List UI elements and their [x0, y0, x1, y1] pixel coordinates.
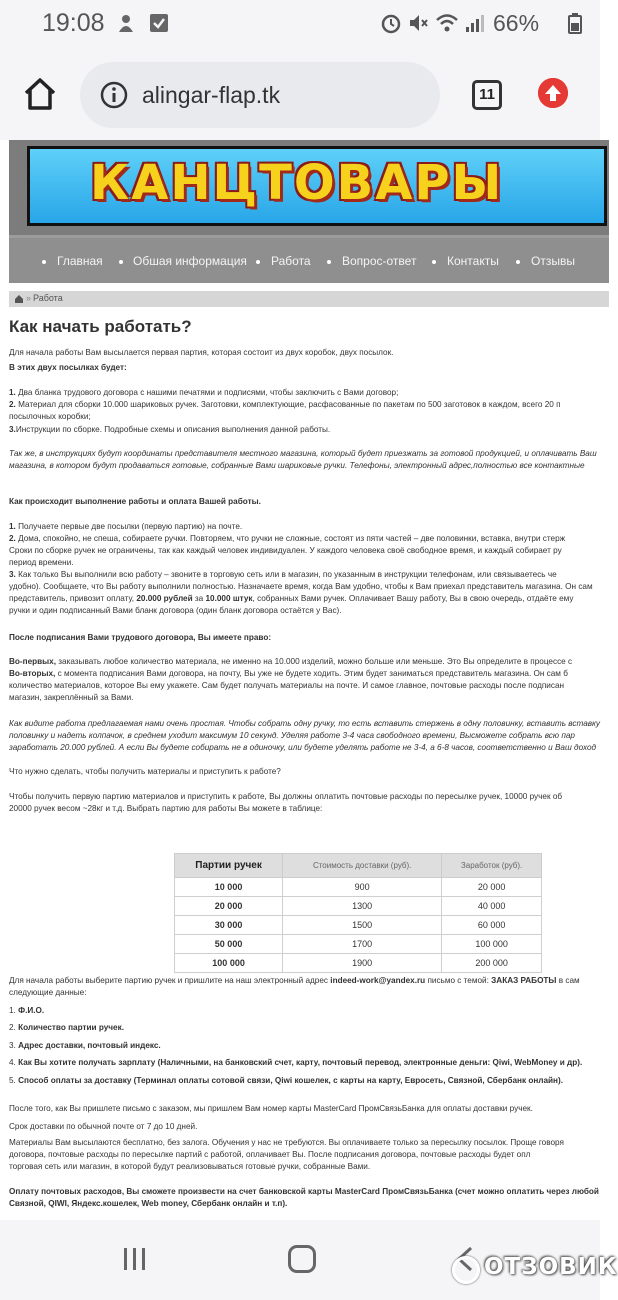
- battery-level: 66%: [493, 10, 540, 36]
- table-cell: 60 000: [442, 916, 542, 935]
- table-cell: 30 000: [175, 916, 283, 935]
- table-cell: 20 000: [175, 897, 283, 916]
- info-icon[interactable]: [100, 81, 128, 109]
- status-bar: [0, 0, 600, 50]
- nav-bullet: [256, 260, 260, 264]
- table-row: [175, 935, 542, 954]
- table-cell: 1700: [283, 935, 442, 954]
- article-line: Для начала работы Вам высылается первая партия, которая состоит из двух коробок, двух посылок.: [9, 348, 394, 357]
- article-line: 2. Дома, спокойно, не спеша, собираете ручки. Повторяем, что ручки не сложные, состоят из пяти частей – две половинки, вставка, внутри стерж: [9, 534, 566, 543]
- article-line: Во-первых, заказывать любое количество материала, не именно на 10.000 изделий, можно больше или меньше. Это Вы определите в процессе с: [9, 657, 573, 666]
- price-table: [174, 853, 542, 973]
- update-arrow-icon[interactable]: [538, 78, 568, 108]
- banner-logo[interactable]: [27, 146, 607, 226]
- main-nav: [9, 235, 609, 283]
- nav-bullet: [516, 260, 520, 264]
- nav-bullet: [432, 260, 436, 264]
- battery-icon: [566, 12, 584, 34]
- article-line: После того, как Вы пришлете письмо с заказом, мы пришлем Вам номер карты MasterCard ПромСвязьБанка для оплаты доставки ручек.: [9, 1104, 533, 1113]
- table-cell: 1300: [283, 897, 442, 916]
- article-line: 1. Получаете первые две посылки (первую партию) на почте.: [9, 522, 243, 531]
- wifi-icon: [436, 12, 458, 34]
- nav-bullet: [42, 260, 46, 264]
- article-line: количество материалов, которое Вы ему укажете. Сам будет получать материалы на почте. И самое главное, почтовые расходы после подписан: [9, 681, 565, 690]
- signal-icon: [464, 12, 486, 34]
- table-cell: 100 000: [442, 935, 542, 954]
- tab-count-button[interactable]: 11: [472, 80, 502, 110]
- article-line: 3. Адрес доставки, почтовый индекс.: [9, 1041, 161, 1050]
- article-line: Оплату почтовых расходов, Вы сможете произвести на счет банковской карты MasterCard ПромСвязьБанка (счет можно оплатить через любой: [9, 1187, 599, 1196]
- nav-item-home[interactable]: Главная: [57, 254, 103, 268]
- article-line: 1. Два бланка трудового договора с нашими печатями и подписями, чтобы заключить с Вами договор;: [9, 388, 399, 397]
- article-line: После подписания Вами трудового договора, Вы имеете право:: [9, 633, 272, 642]
- article-line: В этих двух посылках будет:: [9, 363, 127, 372]
- nav-item-faq[interactable]: Вопрос-ответ: [342, 254, 417, 268]
- article-line: 3.Инструкции по сборке. Подробные схемы и описания выполнения данной работы.: [9, 425, 331, 434]
- table-cell: 50 000: [175, 935, 283, 954]
- article-line: заработать 20.000 рублей. А если Вы будете собирать не в одиночку, или будете уделять работе не 3-4, а 6-8 часов, соответственно и Ваш доход: [9, 743, 597, 752]
- article-line: Так же, в инструкциях будут координаты представителя местного магазина, который будет приезжать за готовой продукцией, и оплачивать Ваш: [9, 449, 597, 458]
- article-line: представитель, привозит оплату, 20.000 рублей за 10.000 штук, собранных Вами ручек. Оплачивает Вашу работу, Вы в свою очередь, отдаёте ему: [9, 594, 574, 603]
- table-header: [175, 854, 542, 878]
- article-line: Связной, QIWI, Яндекс.кошелек, Web money, Сбербанк онлайн и т.п).: [9, 1199, 288, 1208]
- table-cell: 100 000: [175, 954, 283, 973]
- checkbox-notification-icon: [148, 12, 170, 34]
- page-title: Как начать работать?: [9, 317, 192, 336]
- article-line: посылочных коробки;: [9, 412, 91, 421]
- article-line: Для начала работы выберите партию ручек и пришлите на наш электронный адрес indeed-work@yandex.ru письмо с темой: ЗАКАЗ РАБОТЫ в сам: [9, 976, 580, 985]
- article-line: Как происходит выполнение работы и оплата Вашей работы.: [9, 497, 261, 506]
- article-line: половинку и надеть колпачок, в среднем уходит максимум 10 секунд. Уделяя работе 3-4 часа свободного времени, Высможете собрать всю пар: [9, 731, 575, 740]
- article-line: договора, почтовые расходы по пересылке партий с работой, оплачивает Вы. После подписания договора, почтовые расходы будет опл: [9, 1150, 531, 1159]
- article-line: Во-вторых, с момента подписания Вами договора, на почту, Вы уже не будете ходить. Этим будет заниматься представитель магазина. Он сам б: [9, 669, 568, 678]
- table-cell: 1900: [283, 954, 442, 973]
- alarm-icon: [380, 12, 402, 34]
- breadcrumb: [9, 291, 609, 307]
- watermark-logo: [452, 1256, 480, 1284]
- table-cell: 900: [283, 878, 442, 897]
- table-cell: 200 000: [442, 954, 542, 973]
- article-line: 20000 ручек весом ~28кг и т.д. Выбрать партию для работы Вы можете в таблице:: [9, 804, 323, 813]
- article-line: торговая сеть или магазин, в которой будут реализовываться готовые ручки, собранные Вами.: [9, 1162, 371, 1171]
- table-row: [175, 916, 542, 935]
- article-line: Как видите работа предлагаемая нами очень простая. Чтобы собрать одну ручку, то есть вставить стержень в одну половинку, вставить вставку: [9, 719, 601, 728]
- article-line: ручки и один подписанный Вами бланк договора (один бланк договора остаётся у Вас).: [9, 606, 342, 615]
- nav-item-reviews[interactable]: Отзывы: [531, 254, 575, 268]
- article-line: магазин, закреплённый за Вами.: [9, 693, 134, 702]
- nav-item-work[interactable]: Работа: [271, 254, 311, 268]
- table-header-cell: Стоимость доставки (руб).: [283, 854, 442, 878]
- table-row: [175, 897, 542, 916]
- table-header-cell: Партии ручек: [175, 854, 283, 878]
- table-row: [175, 878, 542, 897]
- banner-title: КАНЦТОВАРЫ: [90, 155, 504, 211]
- table-cell: 20 000: [442, 878, 542, 897]
- article-line: период времени.: [9, 558, 74, 567]
- nav-item-contacts[interactable]: Контакты: [447, 254, 499, 268]
- breadcrumb-current: Работа: [33, 293, 63, 303]
- watermark-text: ОТЗОВИК: [484, 1254, 618, 1280]
- article-line: Чтобы получить первую партию материалов и приступить к работе, Вы должны оплатить почтовые расходы по пересылке ручек, 10000 ручек об: [9, 792, 563, 801]
- site-banner: [9, 140, 609, 235]
- article-line: 3. Как только Вы выполнили всю работу – звоните в торговую сеть или в магазин, по указанным в инструкции телефонам, или связываетесь че: [9, 570, 557, 579]
- table-cell: 1500: [283, 916, 442, 935]
- article-line: следующие данные:: [9, 988, 87, 997]
- home-button[interactable]: [288, 1245, 316, 1273]
- nav-bullet: [327, 260, 331, 264]
- status-time: 19:08: [42, 9, 105, 37]
- table-cell: 40 000: [442, 897, 542, 916]
- article-line: 2. Материал для сборки 10.000 шариковых ручек. Заготовки, комплектующие, расфасованные по пакетам по 500 заготовок в каждом, всего 20 п: [9, 400, 561, 409]
- home-icon[interactable]: [22, 76, 58, 112]
- article-line: Материалы Вам высылаются бесплатно, без залога. Обучения у нас не требуются. Вы оплачиваете только за пересылку посылок. Проще говоря: [9, 1138, 564, 1147]
- nav-item-info[interactable]: Обшая информация: [133, 254, 247, 268]
- web-page: [0, 140, 600, 1220]
- recent-apps-icon[interactable]: [122, 1247, 148, 1271]
- article-line: магазина, в котором будут продаваться готовые, собранные Вами шариковые ручки. Телефоны, электронный адрес,полностью все контактные: [9, 461, 585, 470]
- url-text[interactable]: alingar-flap.tk: [142, 82, 281, 108]
- table-cell: 10 000: [175, 878, 283, 897]
- article-line: 5. Способ оплаты за доставку (Терминал оплаты сотовой связи, Qiwi кошелек, с карты на карту, Евросеть, Связной, Сбербанк онлайн).: [9, 1076, 563, 1085]
- nav-bullet: [119, 260, 123, 264]
- article-line: Срок доставки по обычной почте от 7 до 10 дней.: [9, 1122, 198, 1131]
- address-bar[interactable]: [80, 62, 440, 128]
- article-line: 4. Как Вы хотите получать зарплату (Наличными, на банковский счет, карту, почтовый перевод, электронные деньги: Qiwi, WebMoney и др).: [9, 1058, 583, 1067]
- table-header-cell: Заработок (руб).: [442, 854, 542, 878]
- article-line: Что нужно сделать, чтобы получить материалы и приступить к работе?: [9, 767, 281, 776]
- mute-icon: [407, 12, 429, 34]
- table-body: [175, 878, 542, 973]
- breadcrumb-separator: »: [26, 293, 32, 303]
- table-row: [175, 954, 542, 973]
- app-notification-icon: [115, 12, 137, 34]
- home-icon[interactable]: [15, 295, 23, 303]
- article-line: удобно). Сообщаете, что Вы работу выполнили полностью. Назначаете время, когда Вам удобно, чтобы к Вам приехал представитель магазина. Он сам: [9, 582, 593, 591]
- article-line: Сроки по сборке ручек не ограничены, так как каждый человек индивидуален. У каждого человека своё свободное время, и каждый собирает ру: [9, 546, 562, 555]
- article-line: 2. Количество партии ручек.: [9, 1023, 124, 1032]
- article-line: 1. Ф.И.О.: [9, 1006, 45, 1015]
